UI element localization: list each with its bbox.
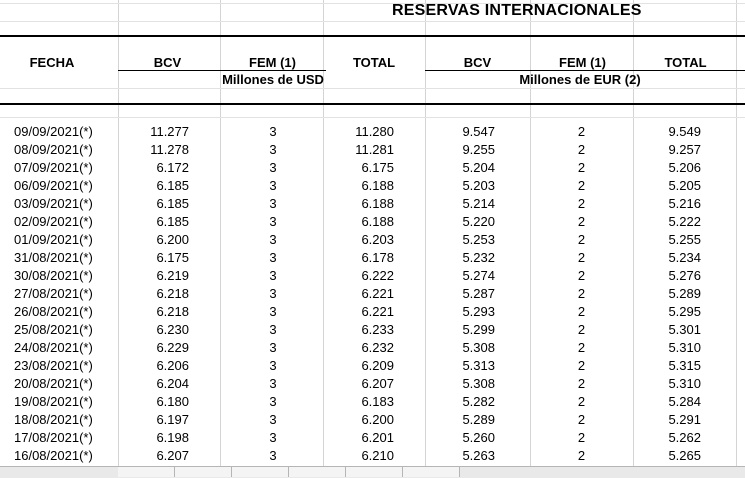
table-row (0, 159, 745, 177)
cell-bcv-usd[interactable]: 6.229 (156, 340, 189, 355)
cell-fem-eur[interactable]: 2 (577, 196, 586, 211)
cell-fem-usd[interactable]: 3 (269, 250, 277, 265)
cell-total-eur[interactable]: 5.284 (668, 394, 701, 409)
sheet-tab[interactable] (175, 467, 232, 477)
table-row (0, 249, 745, 267)
cell-bcv-eur[interactable]: 5.232 (462, 250, 495, 265)
cell-total-eur[interactable]: 5.276 (668, 268, 701, 283)
cell-total-usd[interactable]: 11.281 (355, 142, 394, 157)
cell-bcv-eur[interactable]: 5.313 (462, 358, 495, 373)
cell-total-eur[interactable]: 5.291 (668, 412, 701, 427)
cell-total-usd[interactable]: 6.183 (361, 394, 394, 409)
table-row (0, 393, 745, 411)
header-total-eur: TOTAL (664, 55, 707, 70)
cell-fecha[interactable]: 03/09/2021(*) (14, 196, 93, 211)
table-row (0, 231, 745, 249)
cell-bcv-eur[interactable]: 9.547 (462, 124, 495, 139)
header-fem-eur: FEM (1) (559, 55, 606, 70)
table-row (0, 411, 745, 429)
table-row (0, 285, 745, 303)
sheet-tab[interactable] (232, 467, 289, 477)
cell-fem-eur[interactable]: 2 (577, 322, 586, 337)
cell-bcv-eur[interactable]: 5.203 (462, 178, 495, 193)
cell-bcv-usd[interactable]: 6.175 (156, 250, 189, 265)
cell-fem-usd[interactable]: 3 (269, 412, 277, 427)
cell-bcv-usd[interactable]: 6.198 (156, 430, 189, 445)
cell-total-eur[interactable]: 5.222 (668, 214, 701, 229)
cell-fecha[interactable]: 26/08/2021(*) (14, 304, 93, 319)
cell-fecha[interactable]: 16/08/2021(*) (14, 448, 93, 463)
cell-fecha[interactable]: 06/09/2021(*) (14, 178, 93, 193)
cell-fem-usd[interactable]: 3 (269, 268, 277, 283)
cell-fem-eur[interactable]: 2 (577, 412, 586, 427)
cell-total-eur[interactable]: 5.216 (668, 196, 701, 211)
cell-total-eur[interactable]: 5.315 (668, 358, 701, 373)
cell-bcv-eur[interactable]: 5.282 (462, 394, 495, 409)
cell-bcv-usd[interactable]: 6.180 (156, 394, 189, 409)
cell-total-usd[interactable]: 6.188 (361, 196, 394, 211)
gridline-row (0, 117, 745, 118)
cell-fecha[interactable]: 07/09/2021(*) (14, 160, 93, 175)
cell-fecha[interactable]: 25/08/2021(*) (14, 322, 93, 337)
table-row (0, 267, 745, 285)
cell-bcv-usd[interactable]: 6.197 (156, 412, 189, 427)
cell-fem-eur[interactable]: 2 (577, 304, 586, 319)
cell-total-eur[interactable]: 5.310 (668, 340, 701, 355)
table-row (0, 429, 745, 447)
cell-total-usd[interactable]: 6.210 (361, 448, 394, 463)
cell-bcv-usd[interactable]: 6.172 (156, 160, 189, 175)
cell-bcv-eur[interactable]: 5.204 (462, 160, 495, 175)
cell-fem-eur[interactable]: 2 (577, 268, 586, 283)
cell-fem-usd[interactable]: 3 (269, 430, 277, 445)
cell-total-usd[interactable]: 6.233 (361, 322, 394, 337)
cell-bcv-eur[interactable]: 5.263 (462, 448, 495, 463)
cell-total-eur[interactable]: 5.295 (668, 304, 701, 319)
cell-bcv-usd[interactable]: 6.204 (156, 376, 189, 391)
cell-total-usd[interactable]: 6.188 (361, 214, 394, 229)
cell-fem-usd[interactable]: 3 (269, 448, 277, 463)
header-total-usd: TOTAL (352, 55, 396, 70)
cell-bcv-usd[interactable]: 6.219 (156, 268, 189, 283)
sheet-title: RESERVAS INTERNACIONALES (392, 2, 642, 19)
table-row (0, 195, 745, 213)
unit-label-eur: Millones de EUR (2) (519, 72, 641, 87)
cell-total-usd[interactable]: 6.175 (361, 160, 394, 175)
cell-total-eur[interactable]: 5.289 (668, 286, 701, 301)
cell-bcv-usd[interactable]: 6.200 (156, 232, 189, 247)
cell-fem-usd[interactable]: 3 (269, 286, 277, 301)
cell-fecha[interactable]: 02/09/2021(*) (14, 214, 93, 229)
cell-fem-eur[interactable]: 2 (577, 214, 586, 229)
cell-bcv-usd[interactable]: 6.185 (156, 196, 189, 211)
cell-bcv-eur[interactable]: 5.299 (462, 322, 495, 337)
cell-bcv-eur[interactable]: 5.220 (462, 214, 495, 229)
cell-bcv-eur[interactable]: 5.287 (462, 286, 495, 301)
table-row (0, 447, 745, 465)
cell-bcv-usd[interactable]: 11.278 (150, 142, 189, 157)
cell-total-eur[interactable]: 5.262 (668, 430, 701, 445)
cell-total-usd[interactable]: 6.201 (361, 430, 394, 445)
cell-total-usd[interactable]: 6.209 (361, 358, 394, 373)
table-row (0, 177, 745, 195)
cell-fem-eur[interactable]: 2 (577, 250, 586, 265)
cell-fecha[interactable]: 27/08/2021(*) (14, 286, 93, 301)
cell-fem-usd[interactable]: 3 (269, 304, 277, 319)
cell-bcv-usd[interactable]: 6.185 (156, 214, 189, 229)
cell-fecha[interactable]: 23/08/2021(*) (14, 358, 93, 373)
cell-fecha[interactable]: 17/08/2021(*) (14, 430, 93, 445)
cell-total-eur[interactable]: 5.205 (668, 178, 701, 193)
cell-fem-usd[interactable]: 3 (269, 124, 277, 139)
cell-fecha[interactable]: 18/08/2021(*) (14, 412, 93, 427)
cell-total-usd[interactable]: 6.221 (361, 304, 394, 319)
sheet-tab[interactable] (403, 467, 460, 477)
cell-bcv-eur[interactable]: 5.253 (462, 232, 495, 247)
cell-fem-eur[interactable]: 2 (577, 376, 586, 391)
unit-label-usd: Millones de USD (222, 72, 324, 87)
cell-fem-eur[interactable]: 2 (577, 124, 586, 139)
cell-total-usd[interactable]: 6.200 (361, 412, 394, 427)
cell-fecha[interactable]: 20/08/2021(*) (14, 376, 93, 391)
sheet-tab[interactable] (289, 467, 346, 477)
cell-total-eur[interactable]: 5.265 (668, 448, 701, 463)
cell-fem-eur[interactable]: 2 (577, 286, 586, 301)
cell-total-eur[interactable]: 9.549 (668, 124, 701, 139)
header-top-rule (0, 35, 745, 37)
cell-fecha[interactable]: 24/08/2021(*) (14, 340, 93, 355)
sheet-tab-bar[interactable] (0, 466, 745, 478)
cell-fem-usd[interactable]: 3 (269, 196, 277, 211)
cell-fem-usd[interactable]: 3 (269, 178, 277, 193)
cell-bcv-usd[interactable]: 6.207 (156, 448, 189, 463)
table-row (0, 375, 745, 393)
cell-fem-usd[interactable]: 3 (269, 160, 277, 175)
cell-bcv-eur[interactable]: 5.214 (462, 196, 495, 211)
cell-fecha[interactable]: 08/09/2021(*) (14, 142, 93, 157)
cell-bcv-eur[interactable]: 5.293 (462, 304, 495, 319)
cell-total-eur[interactable]: 5.301 (668, 322, 701, 337)
cell-fem-usd[interactable]: 3 (269, 394, 277, 409)
header-bottom-rule (0, 103, 745, 105)
cell-fecha[interactable]: 09/09/2021(*) (14, 124, 93, 139)
cell-fem-eur[interactable]: 2 (577, 340, 586, 355)
table-row (0, 357, 745, 375)
cell-bcv-usd[interactable]: 6.206 (156, 358, 189, 373)
cell-total-usd[interactable]: 6.188 (361, 178, 394, 193)
cell-total-eur[interactable]: 5.206 (668, 160, 701, 175)
cell-bcv-eur[interactable]: 5.274 (462, 268, 495, 283)
cell-bcv-usd[interactable]: 11.277 (150, 124, 189, 139)
cell-total-eur[interactable]: 9.257 (668, 142, 701, 157)
table-row (0, 213, 745, 231)
cell-bcv-usd[interactable]: 6.230 (156, 322, 189, 337)
cell-fem-usd[interactable]: 3 (269, 376, 277, 391)
cell-fecha[interactable]: 31/08/2021(*) (14, 250, 93, 265)
header-fem-usd: FEM (1) (249, 55, 296, 70)
cell-bcv-eur[interactable]: 5.289 (462, 412, 495, 427)
cell-bcv-eur[interactable]: 5.260 (462, 430, 495, 445)
cell-fem-eur[interactable]: 2 (577, 394, 586, 409)
table-row (0, 141, 745, 159)
cell-fecha[interactable]: 30/08/2021(*) (14, 268, 93, 283)
cell-bcv-usd[interactable]: 6.218 (156, 304, 189, 319)
cell-fecha[interactable]: 19/08/2021(*) (14, 394, 93, 409)
cell-fem-eur[interactable]: 2 (577, 430, 586, 445)
cell-fem-usd[interactable]: 3 (269, 214, 277, 229)
cell-bcv-usd[interactable]: 6.218 (156, 286, 189, 301)
table-row (0, 123, 745, 141)
table-row (0, 321, 745, 339)
cell-total-eur[interactable]: 5.234 (668, 250, 701, 265)
cell-bcv-eur[interactable]: 9.255 (462, 142, 495, 157)
cell-fem-eur[interactable]: 2 (577, 358, 586, 373)
cell-fem-usd[interactable]: 3 (269, 340, 277, 355)
header-fecha: FECHA (29, 55, 75, 70)
sheet-tab[interactable] (346, 467, 403, 477)
cell-total-usd[interactable]: 6.207 (361, 376, 394, 391)
cell-total-usd[interactable]: 6.232 (361, 340, 394, 355)
table-row (0, 339, 745, 357)
cell-fem-usd[interactable]: 3 (269, 232, 277, 247)
cell-fem-eur[interactable]: 2 (577, 160, 586, 175)
cell-bcv-eur[interactable]: 5.308 (462, 376, 495, 391)
cell-fem-usd[interactable]: 3 (269, 322, 277, 337)
header-bcv-eur: BCV (463, 55, 492, 70)
cell-fem-usd[interactable]: 3 (269, 142, 277, 157)
cell-bcv-eur[interactable]: 5.308 (462, 340, 495, 355)
cell-total-usd[interactable]: 6.178 (361, 250, 394, 265)
cell-total-usd[interactable]: 11.280 (355, 124, 394, 139)
cell-total-eur[interactable]: 5.255 (668, 232, 701, 247)
cell-total-usd[interactable]: 6.203 (361, 232, 394, 247)
cell-total-usd[interactable]: 6.221 (361, 286, 394, 301)
cell-total-usd[interactable]: 6.222 (361, 268, 394, 283)
cell-fem-usd[interactable]: 3 (269, 358, 277, 373)
cell-fecha[interactable]: 01/09/2021(*) (14, 232, 93, 247)
cell-fem-eur[interactable]: 2 (577, 178, 586, 193)
sheet-tab[interactable] (118, 467, 175, 477)
table-row (0, 303, 745, 321)
cell-fem-eur[interactable]: 2 (577, 142, 586, 157)
cell-bcv-usd[interactable]: 6.185 (156, 178, 189, 193)
cell-fem-eur[interactable]: 2 (577, 232, 586, 247)
cell-total-eur[interactable]: 5.310 (668, 376, 701, 391)
gridline-row (0, 88, 745, 89)
header-bcv-usd: BCV (153, 55, 182, 70)
cell-fem-eur[interactable]: 2 (577, 448, 586, 463)
gridline-row (0, 21, 745, 22)
